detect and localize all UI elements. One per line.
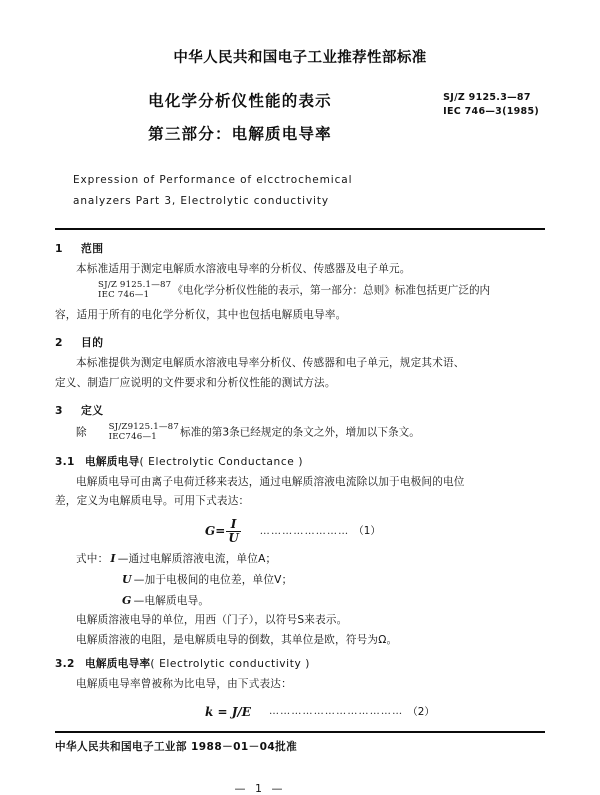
section-title-3: 定义 [81, 404, 104, 418]
purpose-paragraph-line-2: 定义、制造厂应说明的文件要求和分析仪性能的测试方法。 [55, 376, 336, 389]
subsection-number-3-2: 3.2 [55, 658, 75, 671]
subsection-title-3-1-en: ( Electrolytic Conductance ) [139, 456, 304, 469]
variable-dash-3: — [133, 594, 145, 607]
document-subtitle: 第三部分：电解质电导率 [148, 125, 332, 143]
scope-paragraph-2-line-2: 容，适用于所有的电化学分析仪，其中也包括电解质电导率。 [55, 308, 347, 321]
variable-dash-1: — [117, 553, 129, 566]
section-heading-purpose [55, 333, 545, 353]
scope-paragraph-2-line-1 [55, 280, 545, 306]
variable-symbol-U: U [122, 573, 132, 587]
where-label: 式中： [76, 553, 109, 566]
page-number: — 1 — [234, 781, 286, 795]
document-body [55, 239, 545, 723]
scope-paragraph-1: 本标准适用于测定电解质水溶液电导率的分析仪、传感器及电子单元。 [76, 262, 411, 275]
formula-2-expression: k = J/E [205, 704, 251, 719]
formula-1-equals: = [215, 524, 226, 539]
subsection-title-3-1-cn: 电解质电导 [85, 456, 140, 469]
reference-stack-scope [77, 280, 171, 300]
variable-definition-row-1 [55, 549, 545, 570]
definitions-intro-suffix: 标准的第3条已经规定的条文之外，增加以下条文。 [180, 426, 420, 439]
reference-scope-iec: IEC 746—1 [98, 289, 150, 300]
subsection-heading-3-2 [55, 655, 545, 675]
formula-1-fraction [226, 518, 240, 545]
subsection-3-2-paragraph-line-1: 电解质电导率曾被称为比电导，由下式表达： [76, 678, 292, 690]
english-title-line-1: Expression of Performance of elcctrochemical [73, 174, 353, 186]
variable-symbol-I: I [110, 552, 116, 566]
subsection-3-1-paragraph-line-1: 电解质电导可由离子电荷迁移来表达，通过电解质溶液电流除以加于电极间的电位 [76, 475, 465, 488]
formula-1-leader: …………………… [259, 525, 350, 537]
english-title [73, 170, 545, 212]
variable-text-1: 通过电解质溶液电流，单位A； [128, 553, 277, 566]
section-title-1: 范围 [81, 242, 104, 255]
scope-paragraph-2-text: 《电化学分析仪性能的表示，第一部分：总则》标准包括更广泛的内 [172, 283, 491, 296]
header-divider [55, 228, 545, 230]
variable-text-2: 加于电极间的电位差，单位V； [144, 574, 293, 587]
document-title: 电化学分析仪性能的表示 [148, 92, 332, 110]
english-title-line-2: analyzers Part 3, Electrolytic conductivity [73, 195, 330, 207]
section-title-2: 目的 [81, 336, 104, 350]
section-number-2: 2 [55, 336, 64, 350]
formula-1-denominator: U [228, 531, 239, 546]
subsection-number-3-1: 3.1 [55, 456, 75, 469]
subsection-title-3-2-cn: 电解质电导率 [85, 658, 151, 671]
title-block [55, 89, 545, 144]
formula-2-leader: ……………………………… [268, 705, 404, 717]
section-number-1: 1 [55, 242, 64, 255]
section-number-3: 3 [55, 404, 64, 418]
page-content-area [55, 30, 545, 795]
variable-text-3: 电解质电导。 [144, 594, 210, 607]
purpose-paragraph-line-1: 本标准提供为测定电解质水溶液电导率分析仪、传感器和电子单元，规定其术语、 [76, 357, 465, 370]
section-heading-scope [55, 239, 545, 259]
subsection-3-1-unit-paragraph-1: 电解质溶液电导的单位，用西（门子），以符号S来表示。 [76, 614, 348, 627]
formula-1-numerator: I [230, 517, 237, 532]
subsection-3-1-paragraph-line-2: 差，定义为电解质电导。可用下式表达： [55, 495, 250, 508]
variable-definitions-list [55, 549, 545, 611]
formula-2-number: （2） [407, 705, 435, 718]
reference-definitions-cn: SJ/Z9125.1—87 [108, 422, 179, 433]
variable-definition-row-2 [55, 570, 545, 591]
section-heading-definitions [55, 401, 545, 421]
variable-symbol-G: G [122, 593, 132, 607]
variable-definition-row-3 [55, 591, 545, 612]
reference-scope-cn: SJ/Z 9125.1—87 [98, 279, 172, 290]
formula-2 [55, 701, 545, 723]
subsection-3-1-unit-paragraph-2: 电解质溶液的电阻，是电解质电导的倒数，其单位是欧，符号为Ω。 [76, 633, 398, 646]
footer-approval-text: 中华人民共和国电子工业部 1988－01－04批准 [55, 740, 298, 753]
masthead-title: 中华人民共和国电子工业推荐性部标准 [173, 50, 427, 66]
reference-stack-definitions [88, 422, 179, 442]
subsection-heading-3-1 [55, 453, 545, 473]
footer-divider [55, 731, 545, 733]
definitions-intro-paragraph [55, 422, 545, 448]
reference-definitions-iec: IEC746—1 [108, 432, 157, 443]
variable-dash-2: — [133, 574, 145, 587]
standard-code-block [443, 91, 539, 120]
standard-code-cn: SJ/Z 9125.3—87 [443, 92, 531, 103]
standard-code-iec: IEC 746—3(1985) [443, 106, 539, 118]
formula-1 [55, 518, 545, 545]
formula-1-lhs: G [205, 524, 216, 539]
definitions-intro-prefix: 除 [76, 426, 87, 439]
subsection-title-3-2-en: ( Electrolytic conductivity ) [150, 658, 311, 671]
formula-1-number: （1） [353, 525, 381, 538]
